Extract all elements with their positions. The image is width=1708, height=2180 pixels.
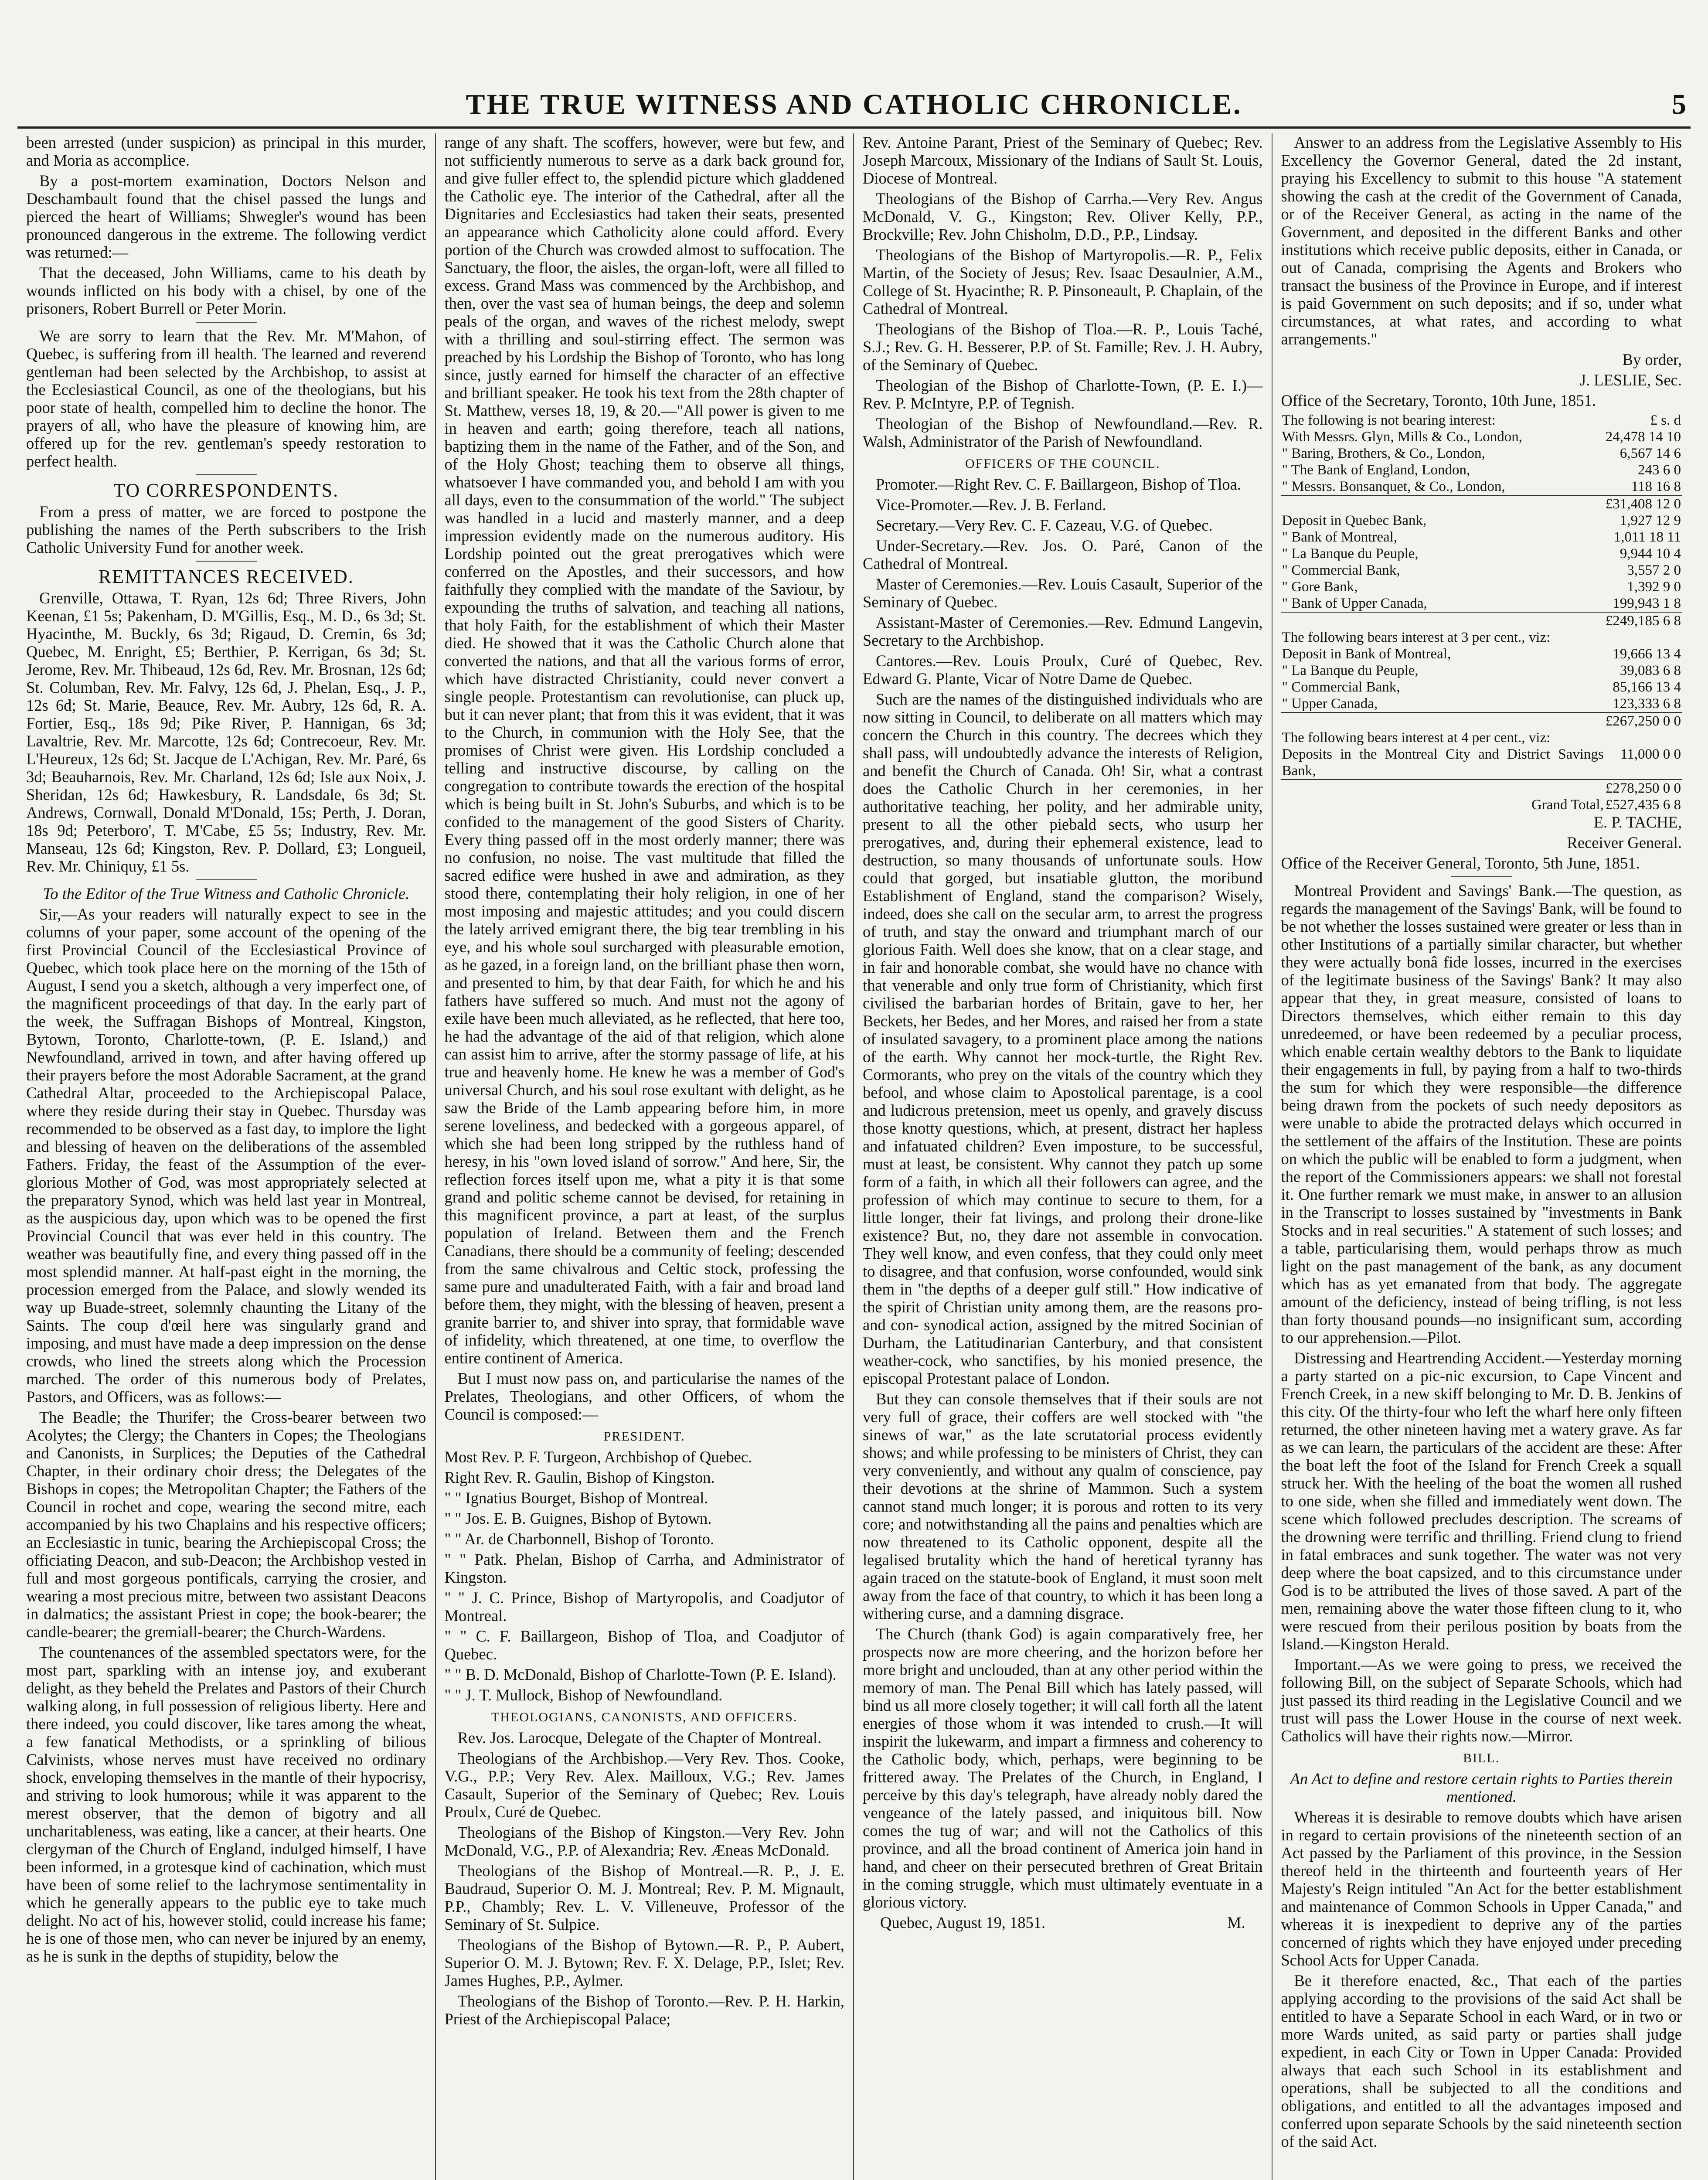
president-heading: PRESIDENT. [603,1429,685,1444]
letter-signature [863,1914,1263,1931]
divider [196,879,257,880]
theologian-newfoundland: Theologian of the Bishop of Newfoundland.—Rev. R. Walsh, Administrator of the Parish of Newfoundland. [863,415,1263,450]
signature-initial: M. [1227,1914,1245,1931]
row-amount: 3,557 2 0 [1627,562,1681,578]
theologians-martyropolis: Theologians of the Bishop of Martyropolis.—R. P., Felix Martin, of the Society of Jesus; Rev. Isaac Desaulnier, A.M., College of St. Hyacinthe; R. P. Pinsoneault, P. Chaplain, of the Cathedral of Montreal. [863,246,1263,317]
prelate-item: " " Ignatius Bourget, Bishop of Montreal. [444,1489,708,1507]
secretary-office: Office of the Secretary, Toronto, 10th June, 1851. [1281,392,1596,409]
bill-heading: BILL. [1463,1751,1500,1765]
prelate-item: " " Patk. Phelan, Bishop of Carrha, and Administrator of Kingston. [444,1550,844,1586]
table-row [1281,662,1682,679]
theologians-heading: THEOLOGIANS, CANONISTS, AND OFFICERS. [491,1710,798,1724]
table-row [1281,529,1682,545]
receiver-title: Receiver General. [1567,834,1682,852]
theologians-tloa: Theologians of the Bishop of Tloa.—R. P., Louis Taché, S.J.; Rev. G. H. Besserer, P.P. of St. Famille; Rev. J. H. Aubry, of the Seminary of Quebec. [863,320,1263,374]
prelate-item: " " C. F. Baillargeon, Bishop of Tloa, and Coadjutor of Quebec. [444,1627,844,1663]
theologians-kingston: Theologians of the Bishop of Kingston.—Very Rev. John McDonald, V.G., P.P. of Alexandria; Rev. Æneas McDonald. [444,1823,844,1859]
row-label: " Baring, Brothers, & Co., London, [1282,446,1485,461]
subtotal: £267,250 0 0 [1605,713,1681,729]
row-amount: 85,166 13 4 [1613,679,1681,695]
table-row [1281,412,1682,429]
table-row [1281,579,1682,595]
officer-cantores: Cantores.—Rev. Louis Proulx, Curé of Quebec, Rev. Edward G. Plante, Vicar of Notre Dame de Quebec. [863,652,1263,688]
procession-order: The Beadle; the Thurifer; the Cross-bearer between two Acolytes; the Clergy; the Chanters in Copes; the Theologians and Canonists, in Surplices; the Deputies of the Cathedral Chapter, in their ordinary choir dress; the Delegates of the Bishops in copes; the Metropolitan Chapter; the Fathers of the Council in rochet and cope, wearing the second mitre, each accompanied by his two Chaplains and his respective officers; an Ecclesiastic in tunic, bearing the Archiepiscopal Cross; the officiating Deacon, and sub-Deacon; the Archbishop vested in full and most gorgeous pontificals, carrying the crosier, and wearing a most precious mitre, between two assistant Deacons in dalmatics; the assistant Priest in cope; the book-bearer; the candle-bearer; the gremiall-bearer; the Church-Wardens. [26,1408,426,1641]
legislative-answer: Answer to an address from the Legislative Assembly to His Excellency the Governor General, dated the 2d instant, praying his Excellency to submit to this house "A statement showing the cash at the credit of the Government of Canada, or of the Receiver General, as acting in the name of the Government, and deposited in the different Banks and other institutions which receive public deposits, either in Canada, or out of Canada, comprising the Agents and Brokers who transact the business of the Province in Europe, and if interest is paid Government on such deposits; and if so, under what circumstances, at what rates, and according to what arrangements." [1281,133,1682,348]
non-interest-group [1281,429,1682,512]
row-amount: 19,666 13 4 [1613,646,1681,662]
row-amount: 1,392 9 0 [1627,579,1681,595]
correspondents-heading: TO CORRESPONDENTS. [113,480,339,501]
receiver-office: Office of the Receiver General, Toronto, 5th June, 1851. [1281,854,1640,872]
accident-article: Distressing and Heartrending Accident.—Yesterday morning a party started on a pic-nic excursion, to Cape Vincent and French Creek, in a new skiff belonging to Mr. D. B. Jenkins of this city. Of the thirty-four who left the wharf here only fifteen returned, the other nineteen having met a watery grave. As far as we can learn, the particulars of the accident are these: After the boat left the foot of the Island for French Creek a squall struck her. With the heeling of the boat the women all rushed to one side, when she filled and immediately went down. The scene which followed precludes description. The screams of the drowning were terrific and thrilling. Friend clung to friend in fatal embraces and sunk together. The water was not very deep where the boat capsized, and to this circumstance under God is to be attributed the lives of those saved. A part of the men, remaining above the water those fifteen clung to it, who were rescued from their perilous position by boats from the Island.—Kingston Herald. [1281,1349,1682,1653]
table-row [1281,679,1682,695]
row-label: " Gore Bank, [1282,579,1358,595]
theologians-carrha: Theologians of the Bishop of Carrha.—Very Rev. Angus McDonald, V. G., Kingston; Rev. Oliver Kelly, P.P., Brockville; Rev. John Chisholm, D.D., P.P., Lindsay. [863,190,1263,243]
delegate-paragraph: Rev. Jos. Larocque, Delegate of the Chapter of Montreal. [457,1729,822,1747]
theologians-toronto: Theologians of the Bishop of Toronto.—Rev. P. H. Harkin, Priest of the Archiepiscopal Palace; [444,1992,844,2028]
by-order: By order, [1622,351,1682,368]
divider [196,322,257,323]
letter-paragraph-1: Sir,—As your readers will naturally expect to see in the columns of your paper, some account of the opening of the first Provincial Council of the Ecclesiastical Province of Quebec, which took place here on the morning of the 15th of August, I send you a sketch, although a very imperfect one, of the magnificent proceedings of that day. In the early part of the week, the Suffragan Bishops of Montreal, Kingston, Bytown, Toronto, Charlotte-town, (P. E. Island,) and Newfoundland, arrived in town, and after having offered up their prayers before the most Adorable Sacrament, at the grand Cathedral Altar, proceeded to the Archiepiscopal Palace, where they reside during their stay in Quebec. Thursday was recommended to be observed as a fast day, to implore the light and blessing of heaven on the deliberations of the assembled Fathers. Friday, the feast of the Assumption of the ever-glorious Mother of God, was most appropriately selected at the preparatory Synod, which was held last year in Montreal, as the auspicious day, upon which was to be opened the first Provincial Council that was ever held in this country. The weather was beautifully fine, and every thing passed off in the most splendid manner. At half-past eight in the morning, the procession emerged from the Palace, and slowly wended its way up Buade-street, solemnly chaunting the Litany of the Saints. The coup d'œil here was singularly grand and imposing, and must have made a deep impression on the dense crowds, who lined the streets along which the Procession marched. The order of this numerous body of Prelates, Pastors, and Officers, was as follows:— [26,905,426,1406]
row-amount: 123,333 6 8 [1613,696,1681,712]
page-header [17,87,1691,129]
row-label: " The Bank of England, London, [1282,462,1470,478]
mcmahon-notice: We are sorry to learn that the Rev. Mr. M'Mahon, of Quebec, is suffering from ill health. The learned and reverend gentleman had been selected by the Archbishop, to assist at the Ecclesiastical Council, as one of the theologians, but his poor state of health, compelled him to decline the honor. The prayers of all, who have the pleasure of knowing him, are offered up for the rev. gentleman's speedy restoration to perfect health. [26,327,426,470]
grand-total: £527,435 6 8 [1605,797,1681,813]
letter-body-2: But they can console themselves that if their souls are not very full of grace, their coffers are well stocked with "the sinews of war," as the late scrutatorial process evidently shows; and while professing to be ministers of Christ, they can very conveniently, and without any qualm of conscience, pay their devotions at the shrine of Mammon. Such a system cannot stand much longer; it is porous and rotten to its very core; and notwithstanding all the pains and penalties which are now threatened to its Catholic opponent, despite all the legalised brutality which the hand of heretical tyranny has again traced on the statute-book of England, it must soon melt away from the face of that country, to which it has been long a withering curse, and a damning disgrace. [863,1390,1263,1622]
grand-total-row [1281,797,1682,813]
cathedral-description: range of any shaft. The scoffers, however, were but few, and not sufficiently numerous to serve as a dark back ground for, and give fuller effect to, the splendid picture which gladdened the Catholic eye. The interior of the Cathedral, after all the Dignitaries and Ecclesiastics had taken their seats, presented an appearance which Catholicity alone could afford. Every portion of the Church was crowded almost to suffocation. The Sanctuary, the floor, the aisles, the organ-loft, were all filled to excess. Grand Mass was commenced by the Archbishop, and then, over the vast sea of human beings, the deep and solemn peals of the organ, and waves of the richest melody, swept with a thrilling and soul-stirring effect. The sermon was preached by his Lordship the Bishop of Toronto, who has long since, justly earned for himself the character of an effective and brilliant speaker. He took his text from the 28th chapter of St. Matthew, verses 18, 19, & 20.—"All power is given to me in heaven and earth; going therefore, teach all nations, baptizing them in the name of the Father, and of the Son, and of the Holy Ghost; teaching them to observe all things, whatsoever I have commanded you, and behold I am with you all days, even to the consummation of the world." The subject was handled in a lucid and masterly manner, and a deep impression evidently made on the numerous auditory. His Lordship pointed out the great prerogatives which were conferred on the Apostles, and their successors, and how faithfully they complied with the mandate of the Saviour, by expounding the truths of salvation, and teaching all nations, that holy Faith, for the establishment of which their Master died. He showed that it was the Catholic Church alone that converted the nations, and that all the various forms of error, which have distracted Christianity, could never convert a single people. Protestantism can revolutionise, can pluck up, but it can never plant; that from this it was evident, that it was to the Church, in communion with the Holy See, that the promises of Christ were given. His Lordship concluded a telling and instructive discourse, by calling on the congregation to contribute towards the erection of the hospital which is being built in St. John's Suburbs, and which is to be confided to the management of the good Sisters of Charity. Every thing passed off in the most orderly manner; there was no confusion, no noise. The vast multitude that filled the sacred edifice were hushed in awe and admiration, as they stood there, contemplating their holy religion, in one of her most imposing and majestic attitudes; and you could discern the lately arrived emigrant there, the big tear trembling in his eye, and his whole soul surcharged with pleasurable emotion, as he gazed, in a foreign land, on the brilliant phase then worn, and presented to him, by that dear Faith, for which he and his fathers have suffered so much. And must not the agony of exile have been much alleviated, as he reflected, that here too, he had the advantage of the aid of that religion, which alone can assist him to arrive, after the stormy passage of life, at his true and heavenly home. He knew he was a member of God's universal Church, and his soul rose exultant with delight, as he saw the Bride of the Lamb appearing before him, in more serene loveliness, and bedecked with a gorgeous apparel, of which she had been long stripped by the ruthless hand of heresy, in his "own loved island of sorrow." And here, Sir, the reflection forces itself upon me, what a pity it is that some grand and politic scheme cannot be devised, for retaining in this magnificent province, a part at least, of the surplus population of Ireland. Between them and the French Canadians, there should be a community of feeling; descended from the same chivalrous and Celtic stock, professing the same pure and unadulterated Faith, with a fair and broad land before them, they might, with the blessing of heaven, present a granite barrier to, and shiver into spray, that formidable wave of infidelity, which threatened, at one time, to overflow the entire continent of America. [444,133,844,1367]
officer-vice-promoter: Vice-Promoter.—Rev. J. B. Ferland. [876,496,1106,514]
secretary-signature: J. LESLIE, Sec. [1579,371,1682,389]
column-4 [1272,133,1691,2180]
officer-under-secretary: Under-Secretary.—Rev. Jos. O. Paré, Canon of the Cathedral of Montreal. [863,537,1263,572]
row-label: Deposit in Quebec Bank, [1282,513,1427,528]
letter-paragraph-3: The countenances of the assembled spectators were, for the most part, sparkling with an intense joy, and exuberant delight, as they beheld the Prelates and Pastors of their Church walking along, in full possession of religious liberty. Here and there indeed, you could discover, like tares among the wheat, a few fanatical Methodists, or a sprinkling of bilious Calvinists, whose nerves must have received no ordinary shock, enveloping themselves in the mantle of their hypocrisy, and striving to look humorous; while it was apparent to the merest observer, that the demon of bigotry and all uncharitableness, was eating, like a cancer, at their hearts. One clergyman of the Church of England, indulged himself, I have been informed, in a grotesque kind of cachination, which must have been of some relief to the lachrymose sentimentality in which he generally appears to the public eye to take much delight. No act of his, however stolid, could increase his fame; he is one of those men, who can never be injured by an enemy, as he is sunk in the depths of stupidity, below the [26,1643,426,1965]
prelate-item: Most Rev. P. F. Turgeon, Archbishop of Quebec. [444,1448,752,1466]
post-mortem-paragraph: By a post-mortem examination, Doctors Nelson and Deschambault found that the chisel passed the lungs and pierced the heart of Williams; Shwegler's wound has been pronounced dangerous in the extreme. The following verdict was returned:— [26,172,426,261]
table-row [1281,695,1682,712]
row-amount: 11,000 0 0 [1620,746,1681,762]
columns [17,133,1691,2180]
verdict-paragraph: That the deceased, John Williams, came to his death by wounds inflicted on his body with a chisel, by one of the prisoners, Robert Burrell or Peter Morin. [26,264,426,317]
row-label: " Commercial Bank, [1282,679,1400,695]
prelate-item: " " Jos. E. B. Guignes, Bishop of Bytown. [444,1509,712,1527]
prelates-list [445,1448,845,1704]
row-label: Deposit in Bank of Montreal, [1282,646,1451,662]
table-row [1281,462,1682,478]
theologians-bytown: Theologians of the Bishop of Bytown.—R. P., P. Aubert, Superior O. M. J. Bytown; Rev. F. X. Delage, P.P., Islet; Rev. James Hughes, P.P., Aylmer. [444,1936,844,1989]
prelate-item: Right Rev. R. Gaulin, Bishop of Kingston. [444,1468,715,1486]
row-label: " La Banque du Peuple, [1282,663,1419,678]
deposits-table [1281,412,1682,813]
masthead-title: THE TRUE WITNESS AND CATHOLIC CHRONICLE. [466,89,1242,120]
four-percent-group [1281,746,1682,797]
bill-title: An Act to define and restore certain rights to Parties therein mentioned. [1290,1770,1673,1805]
prelate-item: " " Ar. de Charbonnell, Bishop of Toronto. [444,1530,715,1548]
subtotal-row [1281,712,1682,729]
bill-preamble: Whereas it is desirable to remove doubts which have arisen in regard to certain provisions of the nineteenth section of an Act passed by the Parliament of this province, in the Session thereof held in the thirteenth and fourteenth years of Her Majesty's Reign intituled "An Act for the better establishment and maintenance of Common Schools in Upper Canada," and whereas it is inexpedient to deprive any of the parties concerned of rights which they have enjoyed under preceding School Acts for Upper Canada. [1281,1808,1682,1969]
savings-bank-article: Montreal Provident and Savings' Bank.—The question, as regards the management of the Savings' Bank, will be found to be not whether the losses sustained were greater or less than in other Institutions of a partially similar character, but whether they were actually bonâ fide losses, incurred in the exercises of the legitimate business of the Savings' Bank? It may also appear that they, in great measure, consisted of loans to Directors themselves, which either remain to this day unredeemed, or have been redeemed by a peculiar process, which enable certain wealthy debtors to the Bank to liquidate their engagements in full, by paying from a half to two-thirds the sum for which they were responsible—the difference being drawn from the pockets of such needy depositors as were unable to abide the protracted delays which occurred in the settlement of the affairs of the Institution. These are points on which the public will be enabled to form a judgment, when the report of the Commissioners appears: we shall not forestal it. One further remark we must make, in answer to an allusion in the Transcript to losses sustained by "investments in Bank Stocks and in real securities." A statement of such losses; and a table, particularising them, would perhaps throw as much light on the past management of the bank, as any document which has as yet emanated from that body. The aggregate amount of the deficiency, instead of being trifling, is not less than forty thousand pounds—no insignificant sum, according to our apprehension.—Pilot. [1281,882,1682,1346]
column-1 [17,133,436,2180]
table-row [1281,646,1682,662]
remittances-heading: REMITTANCES RECEIVED. [98,566,354,587]
theologian-charlottetown: Theologian of the Bishop of Charlotte-Town, (P. E. I.)—Rev. P. McIntyre, P.P. of Tegnish. [863,376,1263,412]
bill-enactment: Be it therefore enacted, &c., That each of the parties applying according to the provisions of the said Act shall be entitled to have a Separate School in each Ward, or in two or more Wards united, as said party or parties shall judge expedient, in each City or Town in Upper Canada: Provided always that each such School in its establishment and operations, shall be subjected to all the conditions and obligations, and entitled to all the advantages imposed and conferred upon separate Schools by the said nineteenth section of the said Act. [1281,1972,1682,2150]
column-2 [436,133,854,2180]
row-label: " Upper Canada, [1282,696,1378,712]
row-label: " Messrs. Bonsanquet, & Co., London, [1282,479,1505,494]
correspondents-text: From a press of matter, we are forced to postpone the publishing the names of the Perth subscribers to the Irish Catholic University Fund for another week. [26,503,426,556]
row-label: With Messrs. Glyn, Mills & Co., London, [1282,429,1522,445]
grand-total-label: Grand Total, [1531,797,1604,813]
row-label: " Commercial Bank, [1282,562,1400,578]
divider [196,474,257,475]
subtotal-row [1281,612,1682,629]
currency-columns: £ s. d [1650,412,1681,428]
row-amount: 1,011 18 11 [1613,529,1681,545]
three-percent-group [1281,646,1682,729]
officers-heading: OFFICERS OF THE COUNCIL. [965,456,1160,471]
table-row [1281,562,1682,579]
remittances-text: Grenville, Ottawa, T. Ryan, 12s 6d; Three Rivers, John Keenan, £1 5s; Pakenham, D. M'Gillis, Esq., M. D., 6s 3d; St. Hyacinthe, M. Buckly, 6s 3d; Rigaud, D. Cremin, 6s 3d; Quebec, M. Enright, £5; Berthier, P. Kerrigan, 6s 3d; St. Jerome, Rev. Mr. Thibeaud, 12s 6d, Rev. Mr. Brosnan, 12s 6d; St. Columban, Rev. Mr. Falvy, 12s 6d, J. Phelan, Esq., J. P., 12s 6d; St. Marie, Beauce, Rev. Mr. Aubry, 12s 6d, R. A. Fortier, Esq., 18s 9d; Pike River, P. Hannigan, 6s 3d; Lavaltrie, Rev. Mr. Marcotte, 12s 6d; Contrecoeur, Rev. Mr. L'Heureux, 12s 6d; St. Jacque de L'Achigan, Rev. Mr. Paré, 6s 3d; Beauharnois, Rev. Mr. Charland, 12s 6d; Isle aux Noix, J. Sheridan, 12s 6d; Hawkesbury, R. Landsdale, 6s 3d; St. Andrews, Cornwall, Donald M'Donald, 15s; Perth, J. Doran, 18s 9d; Peterboro', T. M'Cabe, £5 5s; Industry, Rev. Mr. Manseau, 12s 6d; Kingston, Rev. P. Dollard, £3; Longueil, Rev. Mr. Chiniquy, £1 5s. [26,589,426,875]
subtotal: £31,408 12 0 [1605,496,1681,512]
prelate-item: " " J. T. Mullock, Bishop of Newfoundland. [444,1686,723,1704]
row-amount: 39,083 6 8 [1620,663,1681,678]
officer-master-ceremonies: Master of Ceremonies.—Rev. Louis Casault, Superior of the Seminary of Quebec. [863,575,1263,611]
table-row [1281,445,1682,462]
table-row [1281,429,1682,445]
important-notice: Important.—As we were going to press, we received the following Bill, on the subject of Separate Schools, which had just passed its third reading in the Legislative Council and we trust will pass the Lower House in the course of next week. Catholics will have their rights now.—Mirror. [1281,1655,1682,1745]
row-amount: 9,944 10 4 [1620,546,1681,562]
table-caption: The following is not bearing interest: [1282,412,1496,428]
subtotal: £278,250 0 0 [1605,780,1681,796]
prelate-item: " " J. C. Prince, Bishop of Martyropolis, and Coadjutor of Montreal. [444,1589,844,1625]
canada-deposits-group [1281,512,1682,629]
council-intro: But I must now pass on, and particularise the names of the Prelates, Theologians, and other Officers, of whom the Council is composed:— [444,1369,844,1423]
table-row [1281,512,1682,529]
officer-promoter: Promoter.—Right Rev. C. F. Baillargeon, Bishop of Tloa. [876,475,1241,493]
table-caption: The following bears interest at 4 per cent., viz: [1282,730,1551,746]
row-label: Deposits in the Montreal City and District Savings Bank, [1282,746,1604,779]
signature-place-date: Quebec, August 19, 1851. [880,1914,1046,1931]
row-amount: 199,943 1 8 [1613,596,1681,611]
letter-address: To the Editor of the True Witness and Catholic Chronicle. [43,885,410,903]
subtotal-row [1281,495,1682,512]
row-amount: 1,927 12 9 [1620,513,1681,528]
column-3 [854,133,1272,2180]
table-row [1281,545,1682,562]
letter-body: Such are the names of the distinguished individuals who are now sitting in Council, to deliberate on all matters which may concern the Church in this country. The decrees which they shall pass, will undoubtedly advance the interests of Religion, and benefit the Church of Canada. Oh! Sir, what a contrast does the Catholic Church in her ceremonies, in her authoritative teaching, her polity, and her admirable unity, present to all the other piebald sects, who usurp her prerogatives, and, during their ephemeral existence, lead to destruction, so many thousands of unfortunate souls. How could that gorged, but insatiable glutton, the moribund Establishment of England, stand the comparison? Wisely, indeed, does she call on the secular arm, to arrest the progress of truth, and stay the onward and triumphant march of our glorious Faith. Well does she know, that on a clear stage, and in fair and honorable combat, she would have no chance with that venerable and only true form of Christianity, which first civilised the barbarian hordes of Britain, gave to her, her Beckets, her Bedes, and her Mores, and raised her from a state of insulated savagery, to a prominent place among the nations of the earth. Why cannot her mock-turtle, the Right Rev. Cormorants, who prey on the vitals of the country which they befool, and whose claim to Apostolical parentage, is a cool and ludicrous pretension, meet us openly, and gravely discuss those knotty questions, which, at present, distract her hapless and infatuated children? Even imposture, to be successful, must at least, be consistent. Why cannot they patch up some form of a faith, in which all their followers can agree, and the profession of which may continue to secure to them, for a little longer, their fat livings, and prolong their drone-like existence? But, no, they dare not assemble in convocation. They well know, and even confess, that they could only meet to disagree, and that confusion, worse confounded, would sink them in "the depths of a deeper gulf still." How indicative of the spirit of Christian unity among them, are the reasons pro- and con- synodical action, assigned by the mitred Socinian of Durham, the Latitudinarian Canterbury, and that consistent weather-cock, who sanctifies, by his monied presence, the episcopal Protestant palace of London. [863,690,1263,1387]
subtotal-row [1281,780,1682,797]
row-amount: 6,567 14 6 [1620,446,1681,461]
page-number: 5 [1672,89,1686,120]
row-amount: 118 16 8 [1631,479,1681,494]
table-row [1281,595,1682,612]
receiver-signature: E. P. TACHE, [1593,813,1682,831]
subtotal: £249,185 6 8 [1605,613,1681,629]
officer-assistant-master: Assistant-Master of Ceremonies.—Rev. Edmund Langevin, Secretary to the Archbishop. [863,613,1263,649]
table-row [1281,478,1682,495]
table-row [1281,629,1682,646]
theologians-montreal: Theologians of the Bishop of Montreal.—R. P., J. E. Baudraud, Superior O. M. J. Montreal; Rev. P. M. Mignault, P.P., Chambly; Rev. L. V. Villeneuve, Professor of the Seminary of St. Sulpice. [444,1862,844,1933]
officer-secretary: Secretary.—Very Rev. C. F. Cazeau, V.G. of Quebec. [876,516,1213,534]
table-row [1281,746,1682,780]
row-amount: 24,478 14 10 [1605,429,1681,445]
divider [1451,876,1512,877]
table-caption: The following bears interest at 3 per cent., viz: [1282,630,1551,645]
murder-report-end: been arrested (under suspicion) as principal in this murder, and Moria as accomplice. [26,133,426,169]
theologians-toronto-cont: Rev. Antoine Parant, Priest of the Seminary of Quebec; Rev. Joseph Marcoux, Missionary of the Indians of Sault St. Louis, Diocese of Montreal. [863,133,1263,187]
row-label: " Bank of Montreal, [1282,529,1398,545]
theologians-archbishop: Theologians of the Archbishop.—Very Rev. Thos. Cooke, V.G., P.P.; Very Rev. Alex. Mailloux, V.G.; Rev. James Casault, Superior of the Seminary of Quebec; Rev. Louis Proulx, Curé de Quebec. [444,1749,844,1821]
row-label: " La Banque du Peuple, [1282,546,1419,562]
letter-body-3: The Church (thank God) is again comparatively free, her prospects now are more cheering, and the horizon before her more bright and unclouded, than at any other period within the memory of man. The Penal Bill which has lately passed, will bind us all more closely together; it will call forth all the latent energies of those whom it was intended to crush.—It will inspirit the lukewarm, and impart a firmness and coherency to the Catholic body, which, perhaps, were beginning to be frittered away. The Prelates of the Church, in England, I perceive by this day's telegraph, have already nobly dared the vengeance of the lately passed, and iniquitous bill. Now comes the tug of war; and will not the Catholics of this province, and all the broad continent of America join hand in hand, and cheer on their persecuted brethren of Great Britain in the coming struggle, which must ultimately eventuate in a glorious victory. [863,1625,1263,1911]
divider [196,561,257,562]
prelate-item: " " B. D. McDonald, Bishop of Charlotte-Town (P. E. Island). [444,1666,837,1683]
row-amount: 243 6 0 [1638,462,1681,478]
table-row [1281,729,1682,746]
row-label: " Bank of Upper Canada, [1282,596,1427,611]
